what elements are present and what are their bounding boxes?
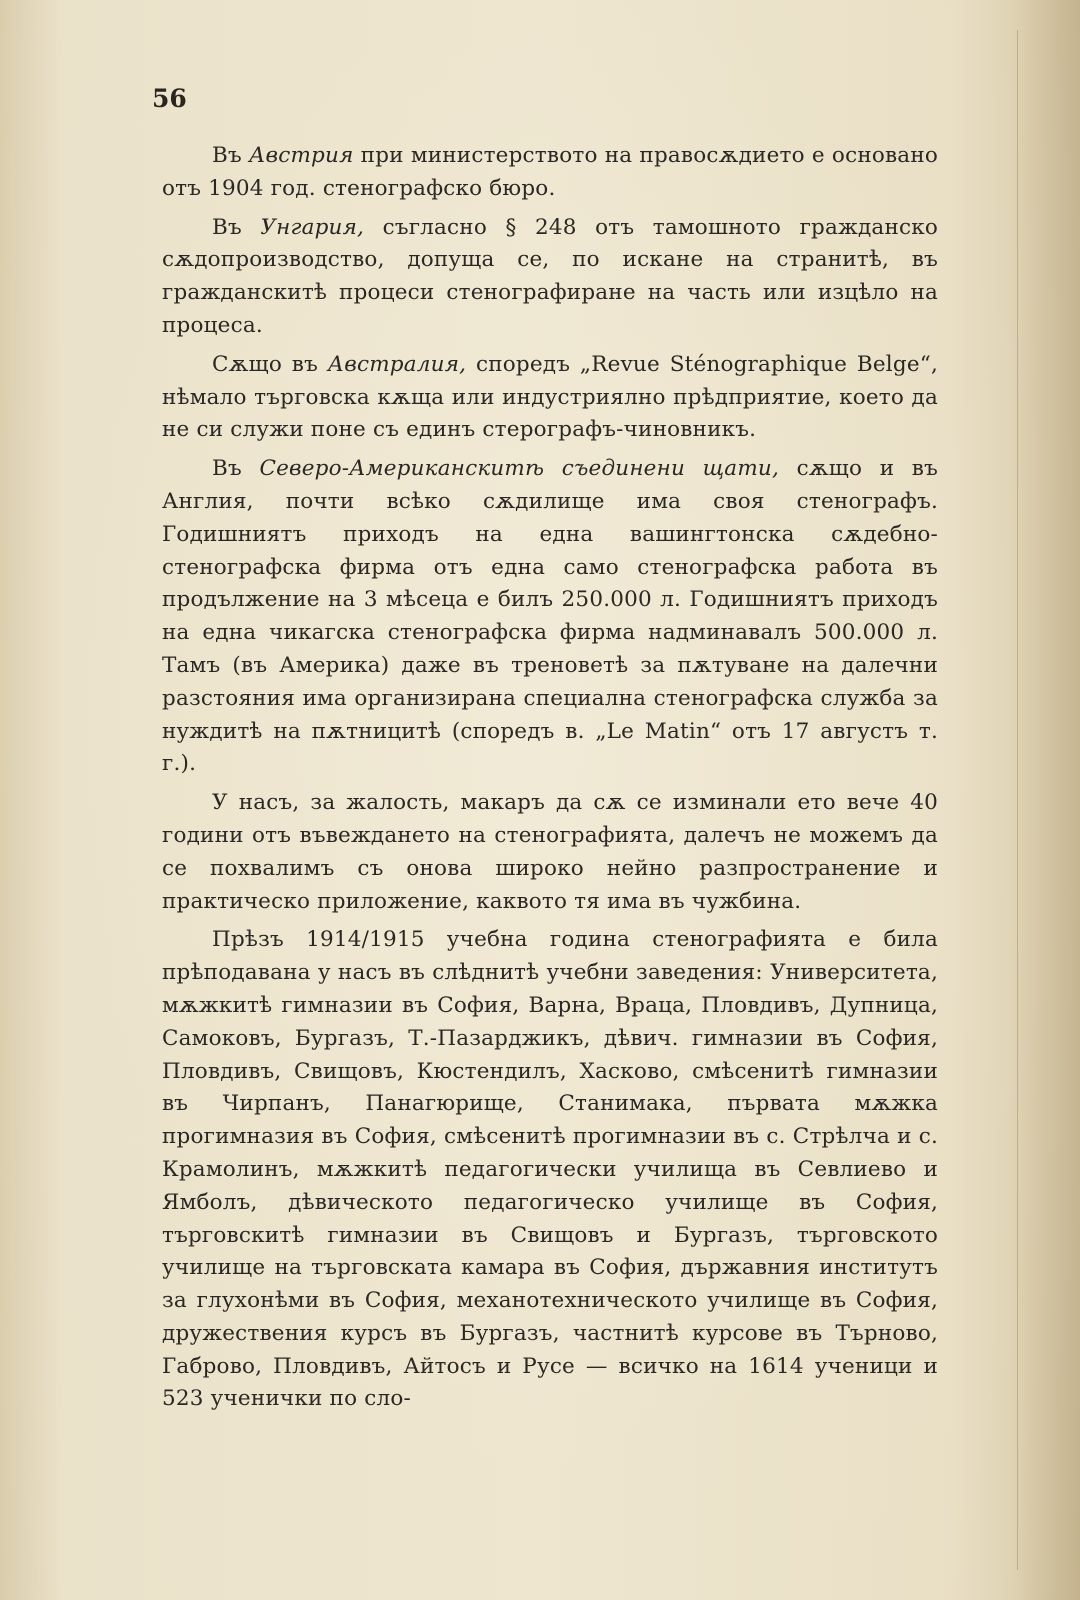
paragraph-lead: Въ xyxy=(212,143,250,168)
page-number: 56 xyxy=(152,84,187,113)
paragraph-schools xyxy=(162,924,938,1416)
paragraph-lead: Сѫщо въ xyxy=(212,351,328,377)
body-text xyxy=(162,140,938,1422)
paragraph-australia xyxy=(162,349,938,447)
paragraph-austria xyxy=(162,140,938,206)
paragraph-lead: Въ xyxy=(212,214,261,240)
paragraph-text: при министерството на правосѫдието е основано отъ 1904 год. стенографско бюро. xyxy=(162,143,938,201)
paragraph-lead: Въ xyxy=(212,456,260,482)
paragraph-usa-england xyxy=(162,453,938,781)
paragraph-text: У насъ, за жалость, макаръ да сѫ се изминали ето вече 40 години отъ въвеждането на стенографията, далечъ не можемъ да се похвалимъ съ онова широко нейно разпространение и практическо приложение, каквото тя има въ чужбина. xyxy=(162,790,938,914)
page-edge-shadow xyxy=(1010,0,1080,1600)
paragraph-text: съгласно § 248 отъ тамошното гражданско сѫдопроизводство, допуща се, по искане на странитѣ, въ гражданскитѣ процеси стенографиране на часть или изцѣло на процеса. xyxy=(162,214,938,338)
country-emphasis: Австрия xyxy=(249,143,354,168)
paragraph-text: сѫщо и въ Англия, почти всѣко сѫдилище има своя стенографъ. Годишниятъ приходъ на една вашингтонска сѫдебно-стенографска фирма отъ една само стенографска работа въ продължение на 3 мѣсеца е билъ 250.000 л. Годишниятъ приходъ на една чикагска стенографска фирма надминавалъ 500.000 л. Тамъ (въ Америка) даже въ треноветѣ за пѫтуване на далечни разстояния има организирана специална стенографска служба за нуждитѣ на пѫтницитѣ (споредъ в. „Le Matin“ отъ 17 августъ т. г.). xyxy=(162,456,938,777)
paragraph-bulgaria xyxy=(162,787,938,918)
paragraph-text: споредъ „Revue Sténographique Belge“, нѣмало търговска кѫща или индустриялно прѣдприятие, което да не си служи поне съ единъ стерографъ-чиновникъ. xyxy=(162,351,938,443)
paragraph-text: Прѣзъ 1914/1915 учебна година стенографията е била прѣподавана у насъ въ слѣднитѣ учебни заведения: Университета, мѫжкитѣ гимназии въ София, Варна, Враца, Пловдивъ, Дупница, Самоковъ, Бургазъ, Т.-Пазарджикъ, дѣвич. гимназии въ София, Пловдивъ, Свищовъ, Кюстендилъ, Хасково, смѣсенитѣ гимназии въ Чирпанъ, Панагюрище, Станимака, първата мѫжка прогимназия въ София, смѣсенитѣ прогимназии въ с. Стрѣлча и с. Крамолинъ, мѫжкитѣ педагогически училища въ Севлиево и Ямболъ, дѣвическото педагогическо училище въ София, търговскитѣ гимназии въ Свищовъ и Бургазъ, търговското училище на търговската камара въ София, държавния институтъ за глухонѣми въ София, механотехническото училище въ София, дружествения курсъ въ Бургазъ, частнитѣ курсове въ Търново, Габрово, Пловдивъ, Айтосъ и Русе — всичко на 1614 ученици и 523 ученички по сло- xyxy=(162,927,938,1412)
paragraph-hungary xyxy=(162,212,938,343)
country-emphasis: Унгария, xyxy=(260,214,365,240)
page-fold-line xyxy=(1017,30,1018,1570)
country-emphasis: Северо-Американскитѣ съединени щати, xyxy=(259,456,779,482)
country-emphasis: Австралия, xyxy=(327,351,467,377)
